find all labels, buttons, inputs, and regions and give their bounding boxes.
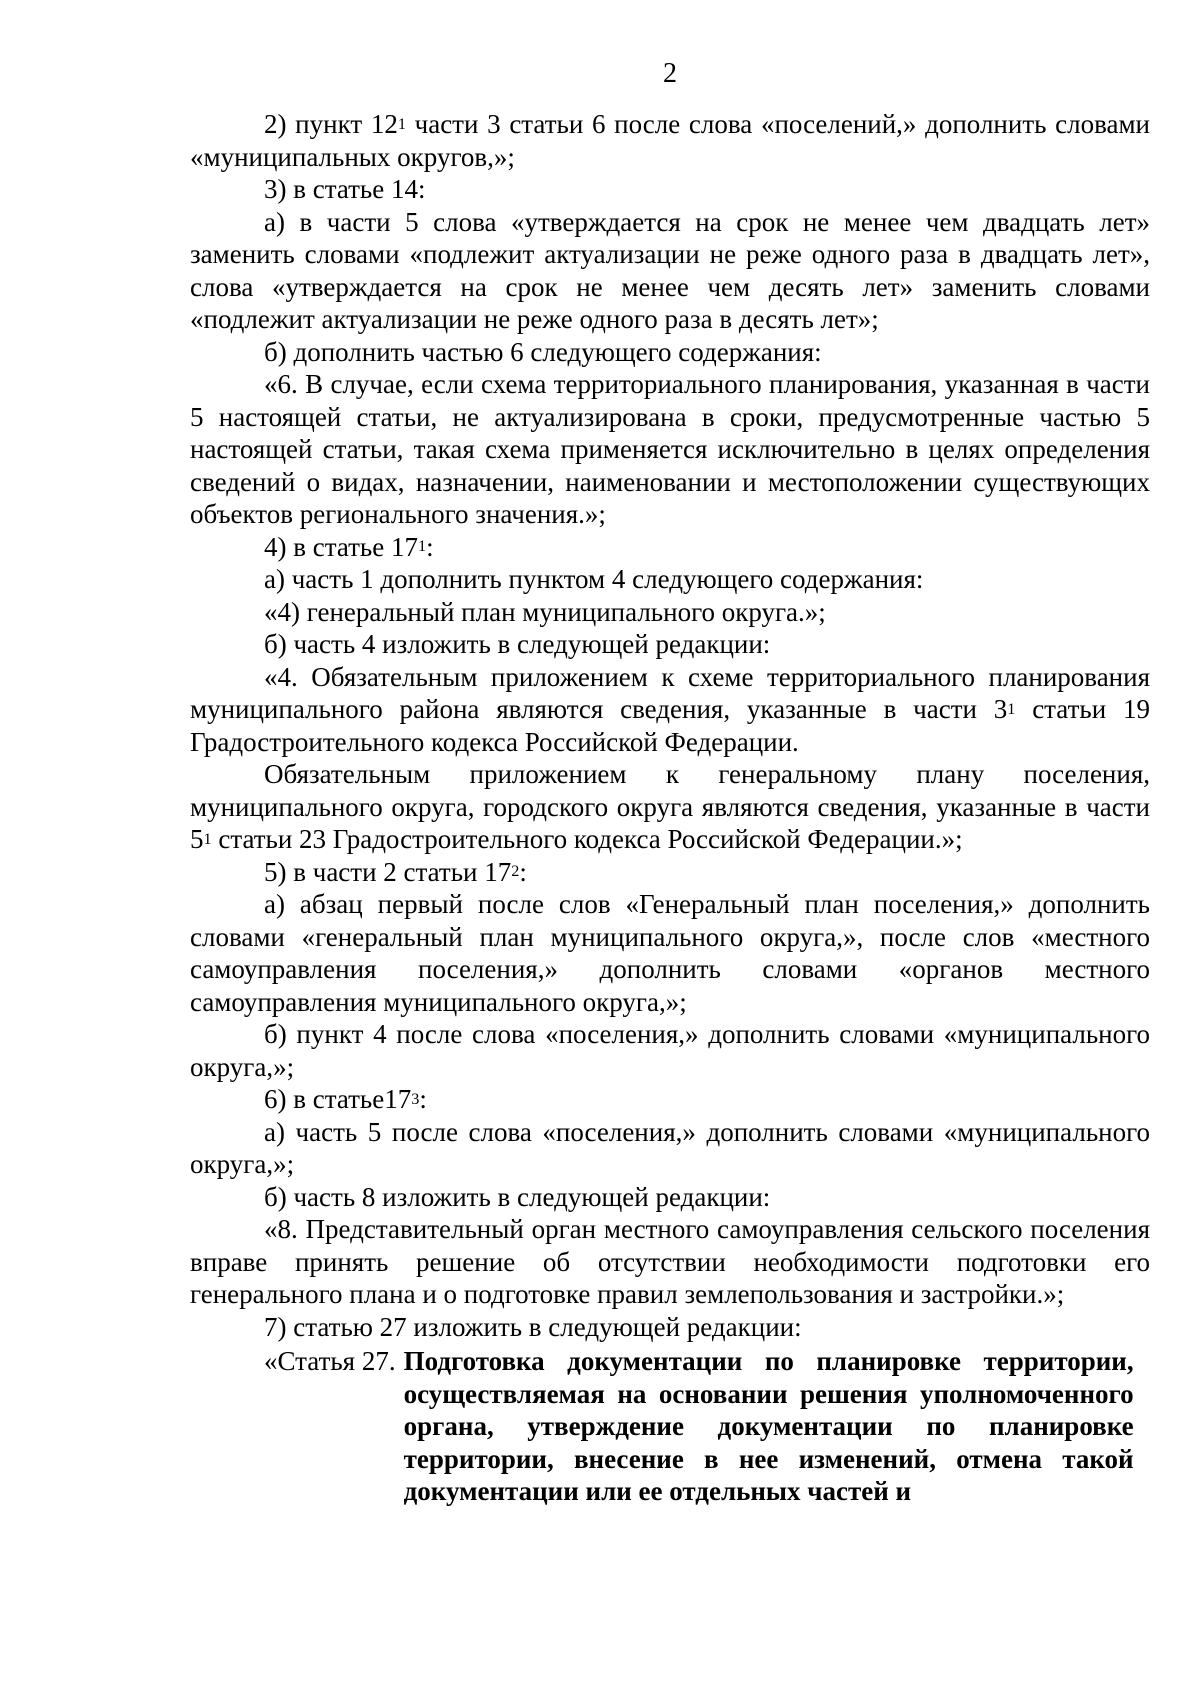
paragraph: а) часть 1 дополнить пунктом 4 следующего содержания:: [264, 564, 924, 594]
paragraph: б) дополнить частью 6 следующего содержания:: [264, 336, 822, 367]
page-number: 2: [663, 58, 677, 89]
paragraph: а) абзац первый после слов «Генеральный план поселения,» дополнить словами «генеральный план муниципального округа,», после слов «местного самоуправления поселения,» дополнить словами «органов местного самоуправления муниципального округа,»;: [190, 889, 1150, 1017]
paragraph: «8. Представительный орган местного самоуправления сельского поселения вправе принять решение об отсутствии необходимости подготовки его генерального плана и о подготовке правил землепользования и застройки.»;: [190, 1214, 1150, 1309]
paragraph: 3) в статье 14:: [264, 174, 426, 204]
paragraph: а) часть 5 после слова «поселения,» дополнить словами «муниципального округа,»;: [190, 1116, 1150, 1179]
paragraph: Обязательным приложением к генеральному плану поселения, муниципального округа, городского округа являются сведения, указанные в части $5^1$ статьи 23 Градостроительного кодекса Российской Федерации.»;: [190, 759, 1150, 854]
paragraph: 7) статью 27 изложить в следующей редакции:: [264, 1311, 802, 1342]
paragraph: б) часть 4 изложить в следующей редакции:: [264, 629, 771, 659]
paragraph: б) часть 8 изложить в следующей редакции:: [264, 1181, 771, 1212]
article-label: «Статья 27.: [264, 1346, 396, 1376]
article-heading: [264, 1345, 1150, 1508]
paragraph: «6. В случае, если схема территориального планирования, указанная в части 5 настоящей статьи, не актуализирована в сроки, предусмотренные частью 5 настоящей статьи, такая схема применяется исключительно в целях определения сведений о видах, назначении, наименовании и местоположении существующих объектов регионального значения.»;: [190, 369, 1150, 529]
paragraph: «4) генеральный план муниципального округа.»;: [264, 596, 826, 627]
document-body: [190, 108, 1150, 1508]
paragraph: б) пункт 4 после слова «поселения,» дополнить словами «муниципального округа,»;: [190, 1019, 1150, 1082]
paragraph: 6) в $статье17^3$:: [264, 1084, 427, 1114]
paragraph: «4. Обязательным приложением к схеме территориального планирования муниципального района являются сведения, указанные в части $3^1$ статьи 19 Градостроительного кодекса Российской Федерации.: [190, 661, 1150, 757]
paragraph: 2) пункт $12^1$ части 3 статьи 6 после слова «поселений,» дополнить словами «муниципальных округов,»;: [190, 109, 1150, 172]
paragraph: 4) в статье $17^1$:: [264, 531, 434, 562]
paragraph: а) в части 5 слова «утверждается на срок не менее чем двадцать лет» заменить словами «подлежит актуализации не реже одного раза в двадцать лет», слова «утверждается на срок не менее чем десять лет» заменить словами «подлежит актуализации не реже одного раза в десять лет»;: [190, 206, 1150, 334]
article-title: Подготовка документации по планировке территории, осуществляемая на основании решения уполномоченного органа, утверждение документации по планировке территории, внесение в нее изменений, отмена такой документации или ее отдельных частей и: [403, 1346, 1134, 1506]
paragraph: 5) в части 2 статьи $17^2$:: [264, 856, 527, 887]
